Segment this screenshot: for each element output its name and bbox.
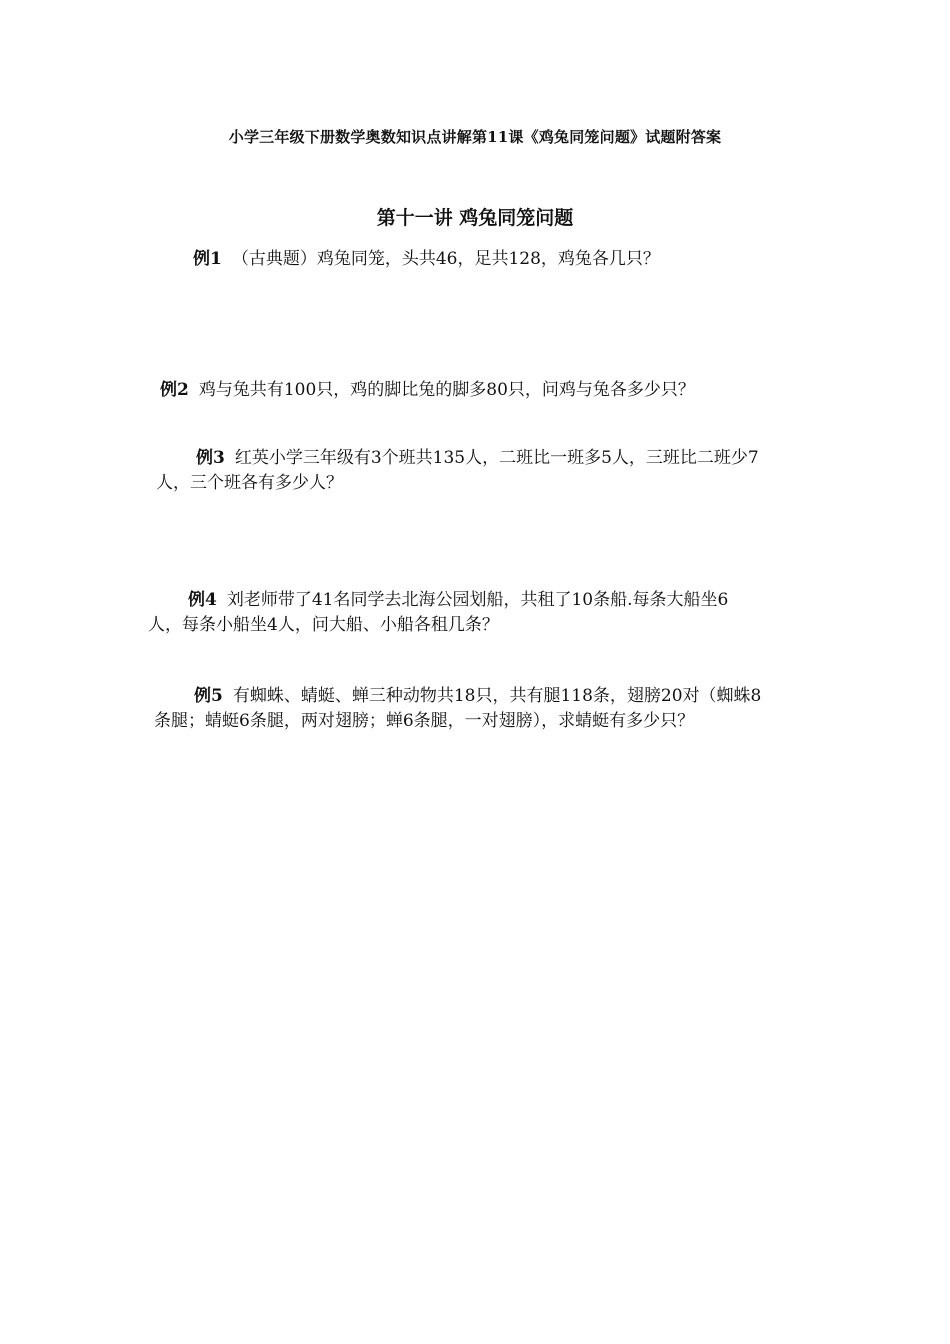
problem-text-continued: 人，每条小船坐4人，问大船、小船各租几条？ — [148, 615, 499, 635]
problem-text-continued: 条腿；蜻蜓6条腿，两对翅膀；蝉6条腿，一对翅膀），求蜻蜓有多少只？ — [154, 711, 695, 731]
problem-2 — [160, 378, 820, 403]
problem-label: 例4 — [188, 590, 217, 610]
problem-text: 红英小学三年级有3个班共135人，二班比一班多5人，三班比二班少7 — [234, 448, 759, 468]
problem-5 — [154, 684, 854, 734]
problem-label: 例3 — [196, 448, 225, 468]
lecture-title: 第十一讲 鸡兔同笼问题 — [376, 207, 574, 229]
problem-1 — [193, 247, 853, 272]
problem-label: 例1 — [193, 249, 222, 269]
problem-label: 例2 — [160, 380, 189, 400]
problem-text: 有蜘蛛、蜻蜓、蝉三种动物共18只，共有腿118条，翅膀20对（蜘蛛8 — [232, 686, 762, 706]
document-title: 小学三年级下册数学奥数知识点讲解第11课《鸡兔同笼问题》试题附答案 — [228, 128, 722, 146]
problem-3 — [156, 446, 856, 496]
problem-text-continued: 人，三个班各有多少人？ — [156, 473, 343, 493]
problem-4 — [148, 588, 848, 638]
problem-label: 例5 — [194, 686, 223, 706]
problem-text: 刘老师带了41名同学去北海公园划船，共租了10条船.每条大船坐6 — [226, 590, 729, 610]
problem-text: （古典题）鸡兔同笼，头共46，足共128，鸡兔各几只？ — [231, 249, 660, 269]
problem-text: 鸡与兔共有100只，鸡的脚比兔的脚多80只，问鸡与兔各多少只？ — [198, 380, 695, 400]
